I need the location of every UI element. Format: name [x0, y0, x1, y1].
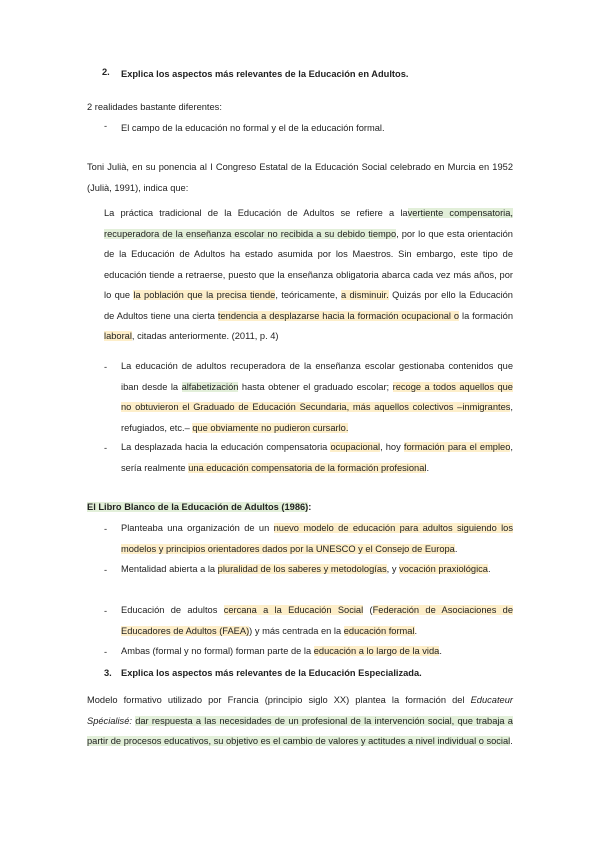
bullet-dash: - — [104, 121, 108, 131]
list-item — [121, 437, 513, 478]
modelo-paragraph — [87, 690, 513, 752]
quote-highlight: vertiente compensatoria, recuperadora de la enseñanza escolar no recibida a su debido tiempo — [104, 208, 513, 239]
item-highlight: formación para el empleo — [403, 442, 511, 452]
item-text: . — [426, 462, 430, 473]
item-highlight: Federación de Asociaciones de Educadores de Adultos (FAEA) — [121, 605, 513, 636]
item-highlight: recoge a todos aquellos que no obtuvieron el Graduado de Educación Secundaria, más aquellos colectivos –inmigrantes — [121, 381, 513, 412]
item-text: . — [414, 625, 418, 636]
paragraph-highlight: dar respuesta a las necesidades de un profesional de la intervención social, que trabaja a partir de procesos educativos, su objetivo es el cambio de valores y actitudes a nivel individual o social — [87, 715, 513, 746]
item-highlight: educación a lo largo de la vida — [313, 646, 440, 656]
quote-text: , citadas anteriormente. (2011, p. 4) — [131, 331, 279, 341]
paragraph-italic: Educateur Spécialisé: — [87, 695, 513, 726]
item-highlight: una educación compensatoria de la formación profesional — [188, 462, 427, 473]
item-highlight: ocupacional — [330, 442, 381, 452]
item-text: , refugiados, etc.– — [121, 402, 513, 433]
item-text: hasta obtener el graduado escolar; — [238, 381, 393, 392]
libro-heading — [87, 497, 311, 518]
quote-text: La práctica tradicional de la Educación de Adultos se refiere a la — [104, 208, 408, 218]
realities-bullet: El campo de la educación no formal y el de la educación formal. — [121, 123, 385, 133]
bullet-dash: - — [104, 362, 108, 372]
quote-highlight: a disminuir. — [340, 290, 389, 300]
item-highlight: educación formal — [343, 625, 415, 636]
quote-text: , por lo que esta orientación de la Educación de Adultos ha estado asumida por los Maestros. Sin embargo, este tipo de educación tiende a retraerse, puesto que la enseñanza obligatoria abarca cada vez más años, por lo que — [104, 228, 513, 300]
quote-highlight: laboral — [104, 331, 132, 341]
libro-title: El Libro Blanco de la Educación de Adultos (1986) — [87, 502, 309, 512]
paragraph-text: . — [510, 736, 513, 746]
item-text: Mentalidad abierta a la — [121, 564, 218, 574]
item-text: La educación de adultos recuperadora de la enseñanza escolar gestionaba contenidos que iban desde la — [121, 361, 513, 392]
q2-title: Explica los aspectos más relevantes de la Educación en Adultos. — [121, 69, 409, 79]
item-text: Ambas (formal y no formal) forman parte de la — [121, 646, 314, 656]
julia-paragraph: Toni Julià, en su ponencia al I Congreso Estatal de la Educación Social celebrado en Murcia en 1952 (Julià, 1991), indica que: — [87, 162, 513, 193]
item-text: , y — [386, 564, 400, 574]
quote-highlight: tendencia a desplazarse hacia la formación ocupacional o — [217, 310, 460, 321]
quote-paragraph — [104, 203, 513, 347]
libro-colon: : — [308, 502, 312, 512]
quote-text: Quizás por ello la Educación de Adultos tiene una cierta — [104, 290, 513, 321]
q3-title: Explica los aspectos más relevantes de la Educación Especializada. — [121, 668, 422, 678]
item-text: ) y más centrada en la — [249, 625, 344, 636]
bullet-dash: - — [104, 524, 108, 534]
item-text: Educación de adultos — [121, 605, 224, 615]
item-highlight: vocación praxiológica — [399, 564, 488, 574]
list-item — [121, 518, 513, 559]
list-item — [121, 600, 513, 641]
bullet-dash: - — [104, 647, 108, 657]
bullet-dash: - — [104, 443, 108, 453]
bullet-dash: - — [104, 565, 108, 575]
item-text: ( — [363, 605, 373, 615]
item-text: , hoy — [380, 442, 404, 452]
realities-intro: 2 realidades bastante diferentes: — [87, 102, 222, 112]
paragraph-text: Modelo formativo utilizado por Francia (principio siglo XX) plantea la formación del — [87, 695, 471, 705]
item-text: . — [439, 646, 442, 656]
item-highlight: nuevo modelo de educación para adultos siguiendo los modelos y principios orientadores dados por la UNESCO y el Consejo de Europa — [121, 523, 514, 554]
q2-number: 2. — [102, 67, 110, 77]
item-text: . — [487, 564, 491, 574]
item-text: Planteaba una organización de un — [121, 523, 274, 533]
item-highlight: pluralidad de los saberes y metodologías — [217, 564, 387, 574]
item-highlight: que obviamente no pudieron cursarlo. — [192, 422, 349, 433]
item-highlight: alfabetización — [181, 381, 239, 392]
quote-text: , teóricamente, — [275, 290, 338, 300]
quote-text: la formación — [459, 310, 513, 321]
list-item — [121, 356, 513, 438]
list-item — [121, 559, 513, 580]
q3-number: 3. — [104, 668, 112, 678]
item-text: . — [454, 543, 458, 554]
item-text: La desplazada hacia la educación compensatoria — [121, 442, 331, 452]
item-highlight: cercana a la Educación Social — [223, 605, 364, 615]
item-text: , sería realmente — [121, 442, 513, 473]
quote-highlight: la población que la precisa tiende — [133, 290, 276, 300]
list-item — [121, 641, 513, 662]
bullet-dash: - — [104, 606, 108, 616]
